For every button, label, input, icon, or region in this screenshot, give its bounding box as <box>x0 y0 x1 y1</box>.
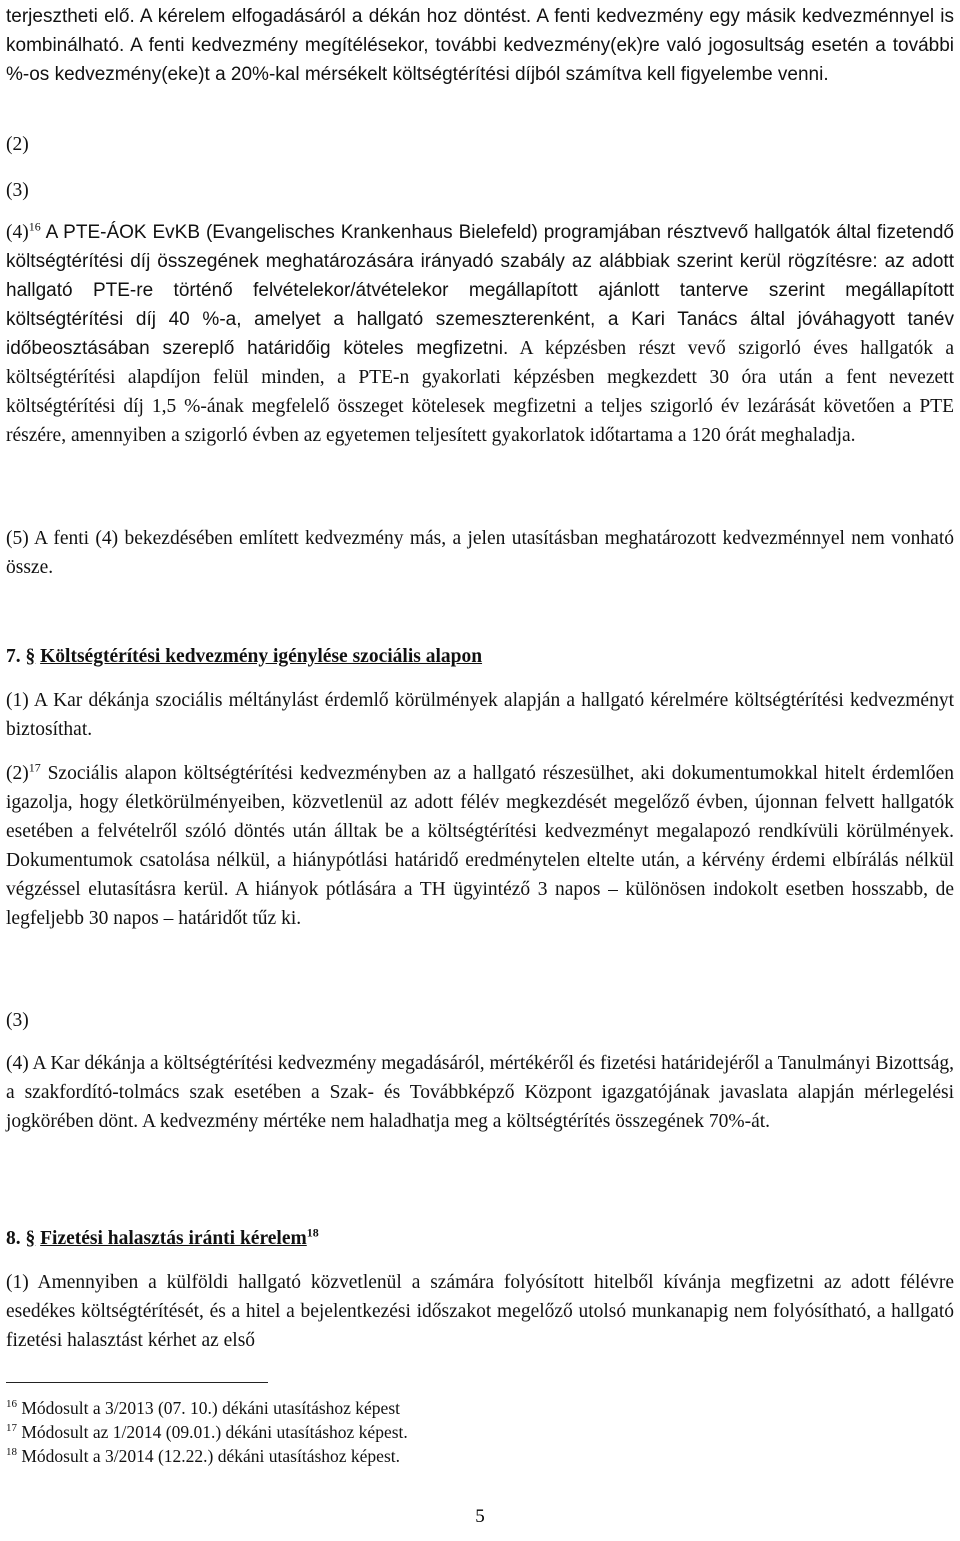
footnote-ref-16: 16 <box>28 219 41 234</box>
section-symbol: § <box>25 646 36 667</box>
paragraph-7-4: (4) A Kar dékánja a költségtérítési kedvezmény megadásáról, mértékéről és fizetési határidejéről a Tanulmányi Bizottság, a szakfordító-tolmács szak esetében a Szak- és Továbbképző Központ igazgatójának javaslata alapján mérlegelési jogkörében dönt. A kedvezmény mértéke nem haladhatja meg a költségtérítés összegének 70%-át. <box>6 1053 955 1132</box>
paragraph-6-3: (3) <box>6 180 29 201</box>
paragraph-7-1: (1) A Kar dékánja szociális méltánylást érdemlő körülmények alapján a hallgató kérelmére költségtérítési kedvezményt biztosíthat. <box>6 690 954 740</box>
paragraph-label: (2) <box>6 763 29 784</box>
section-number: 8. <box>6 1228 21 1249</box>
footnote-number: 17 <box>6 1422 17 1435</box>
paragraph-8-1: (1) Amennyiben a külföldi hallgató közvetlenül a számára folyósított hitelből kívánja megfizetni az adott félévre esedékes költségtérítését, és a hitel a bejelentkezési időszakot megelőző utolsó munkanapig nem folyósítható, a hallgató fizetési halasztást kérhet az első <box>6 1272 954 1351</box>
footnote-16 <box>6 1396 400 1420</box>
paragraph-7-3: (3) <box>6 1010 29 1031</box>
paragraph-6-4 <box>6 218 954 450</box>
section-symbol: § <box>25 1228 36 1249</box>
footnote-number: 18 <box>6 1446 17 1459</box>
footnote-text: Módosult a 3/2014 (12.22.) dékáni utasításhoz képest. <box>17 1446 400 1466</box>
footnote-17 <box>6 1420 408 1444</box>
section-8-heading <box>6 1224 954 1253</box>
paragraph-7-2 <box>6 759 954 933</box>
paragraph-label: (4) <box>6 222 29 243</box>
footnote-divider <box>6 1382 268 1383</box>
footnote-text: Módosult a 3/2013 (07. 10.) dékáni utasításhoz képest <box>17 1398 400 1418</box>
paragraph-6-2: (2) <box>6 134 29 155</box>
paragraph-6-5: (5) A fenti (4) bekezdésében említett kedvezmény más, a jelen utasításban meghatározott kedvezménnyel nem vonható össze. <box>6 528 954 578</box>
section-title: Fizetési halasztás iránti kérelem <box>40 1228 307 1249</box>
footnote-ref-17: 17 <box>28 760 41 775</box>
footnote-text: Módosult az 1/2014 (09.01.) dékáni utasításhoz képest. <box>17 1422 408 1442</box>
footnote-ref-18: 18 <box>306 1225 319 1240</box>
paragraph-continuation: terjesztheti elő. A kérelem elfogadásáról a dékán hoz döntést. A fenti kedvezmény egy másik kedvezménnyel is kombinálható. A fenti kedvezmény megítélésekor, további kedvezmény(ek)re való jogosultság esetén a további %-os kedvezmény(eke)t a 20%-kal mérsékelt költségtérítési díjból számítva kell figyelembe venni. <box>6 6 954 85</box>
page-number: 5 <box>475 1506 485 1527</box>
footnote-18 <box>6 1444 400 1468</box>
paragraph-text: Szociális alapon költségtérítési kedvezményben az a hallgató részesülhet, aki dokumentumokkal hitelt érdemlően igazolja, hogy életkörülményeiben, közvetlenül az adott félév megkezdését megelőző évben, újonnan felvett hallgatók esetében a felvételről szóló döntés után álltak be a költségtérítési kedvezményt megalapozó rendkívüli körülmények. Dokumentumok csatolása nélkül, a hiánypótlási határidő eredménytelen eltelte után, a kérvény érdemi elbírálás nélkül végzéssel elutasításra kerül. A hiányok pótlására a TH ügyintéző 3 napos – különösen indokolt esetben hosszabb, de legfeljebb 30 napos – határidőt tűz ki. <box>6 763 954 929</box>
section-7-heading <box>6 642 954 671</box>
paragraph-text-sans: A PTE-ÁOK EvKB (Evangelisches Krankenhaus Bielefeld) programjában résztvevő hallgatók által fizetendő költségtérítési díj összegének meghatározására irányadó szabály az alábbiak szerint kerül rögzítésre: az adott hallgató PTE-re történő felvételekor/átvételekor megállapított ajánlott tanterve szerint megállapított költségtérítési díj 40 %-a, amelyet a hallgató szemeszterenként, a Kari Tanács által jóváhagyott tanév időbeosztásában szereplő határidőig köteles megfizetni. <box>6 222 954 359</box>
section-title: Költségtérítési kedvezmény igénylése szociális alapon <box>40 646 483 667</box>
paragraph-text-serif: A képzésben részt vevő szigorló éves hallgatók a költségtérítési alapdíjon felül minden, a PTE-n gyakorlati képzésben megkezdett 30 óra után a fent nevezett költségtérítési díj 1,5 %-ának megfelelő összeget kötelesek megfizetni a teljes szigorló év lezárását követően a PTE részére, amennyiben a szigorló évben az egyetemen teljesített gyakorlatok időtartama a 120 órát meghaladja. <box>6 338 954 446</box>
section-number: 7. <box>6 646 21 667</box>
footnote-number: 16 <box>6 1398 17 1411</box>
